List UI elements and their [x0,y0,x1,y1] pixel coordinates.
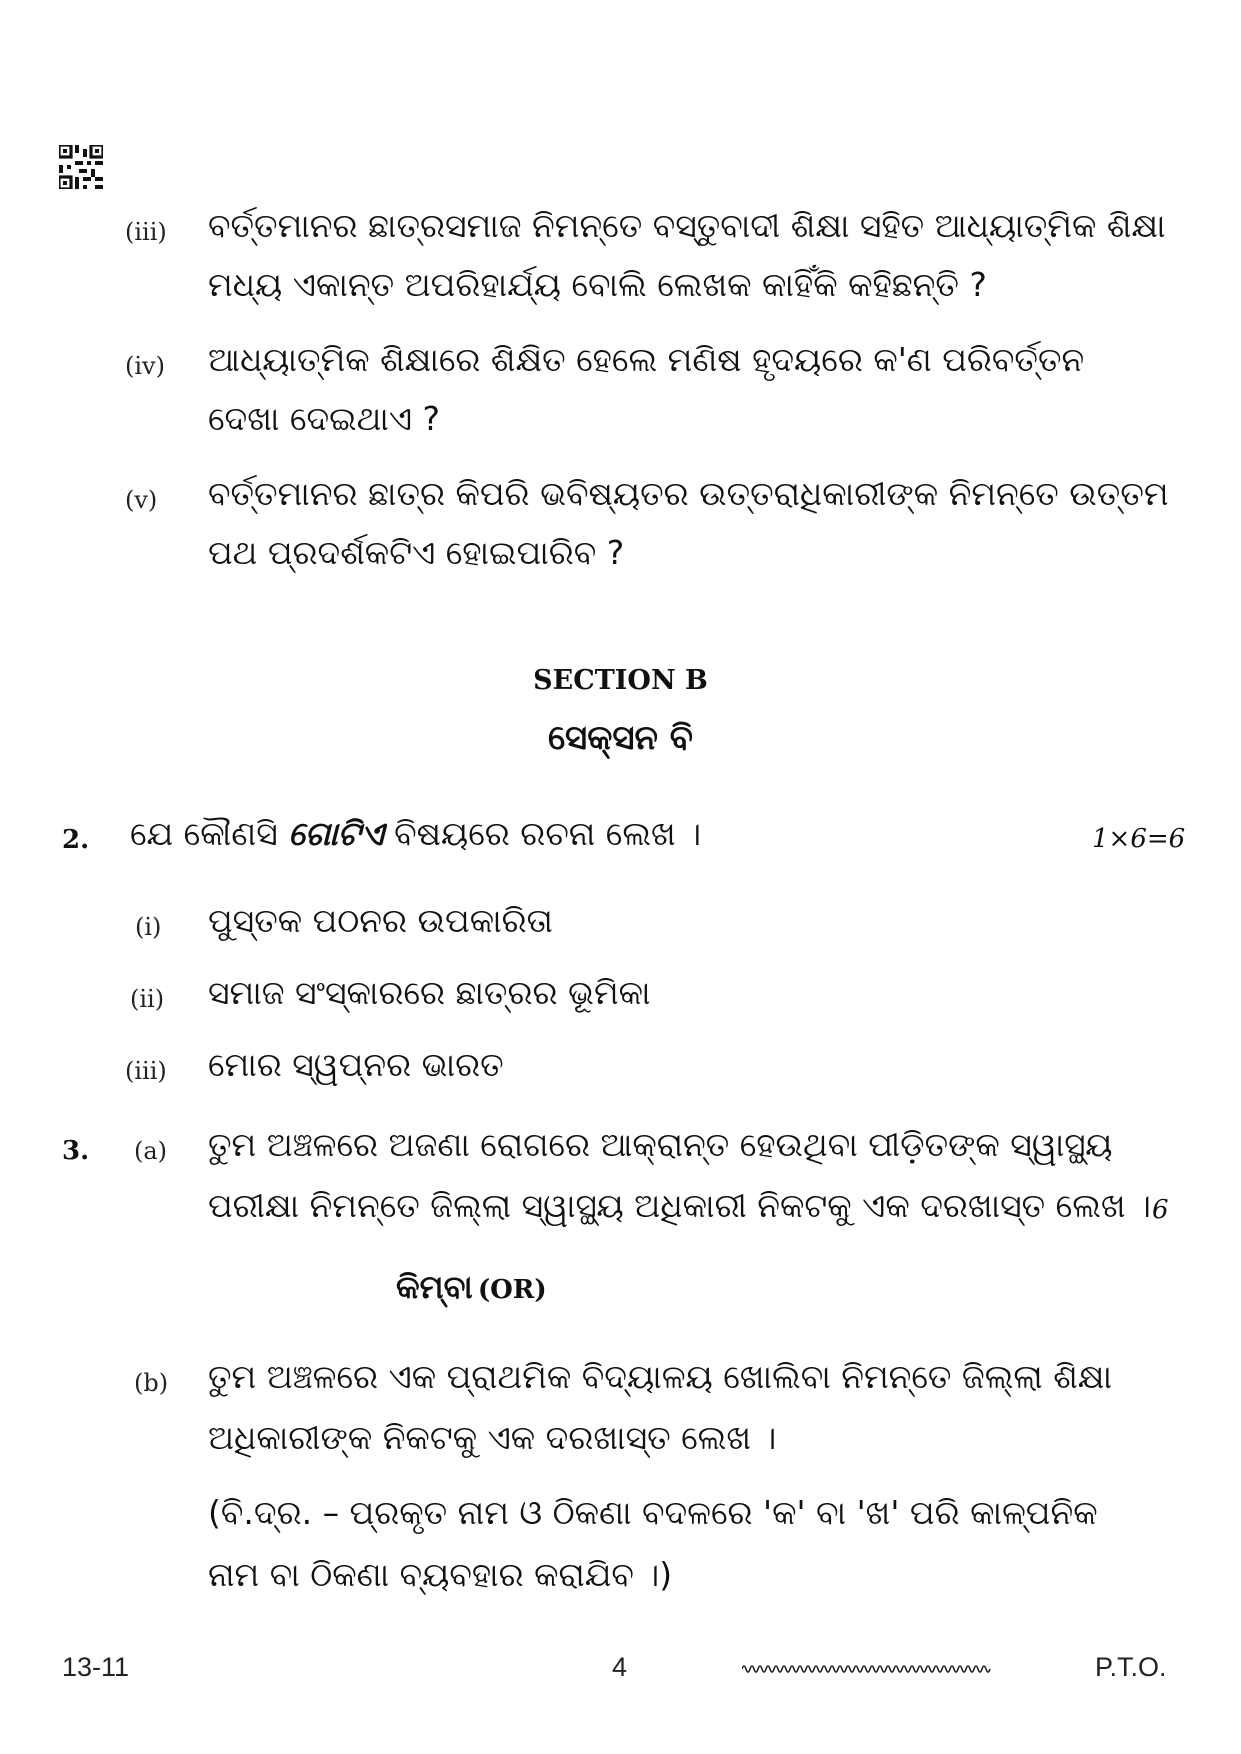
question-line: ଅଧିକାରୀଙ୍କ ନିକଟକୁ ଏକ ଦରଖାସ୍ତ ଲେଖ । [208,1418,777,1457]
question-line: ଦେଖା ଦେଇଥାଏ ? [208,399,441,438]
please-turn-over: P.T.O. [1095,1652,1167,1682]
sub-question-number: (b) [134,1369,169,1397]
option-number: (i) [135,913,162,941]
or-english: (OR) [477,1275,547,1305]
paper-code: 13-11 [62,1652,130,1682]
qr-code-icon [59,145,103,189]
item-number: (iii) [125,218,167,246]
item-number: (iv) [125,352,165,380]
note-line: ନାମ ବା ଠିକଣା ବ୍ୟବହାର କରାଯିବ ।) [208,1555,673,1594]
section-title-odia: ସେକ୍ସନ ବି [548,718,693,758]
question-line: ଆଧ୍ୟାତ୍ମିକ ଶିକ୍ଷାରେ ଶିକ୍ଷିତ ହେଲେ ମଣିଷ ହୃଦୟରେ କ'ଣ ପରିବର୍ତ୍ତନ [208,340,1085,379]
question-line: ପଥ ପ୍ରଦର୍ଶକଟିଏ ହୋଇପାରିବ ? [208,533,625,572]
option-number: (iii) [125,1057,167,1085]
question-number: 2. [62,825,90,855]
question-text [130,806,701,862]
option-text: ସମାଜ ସଂସ୍କାରରେ ଛାତ୍ରର ଭୂମିକା [208,973,651,1012]
marks: 6 [1152,1195,1169,1225]
question-text-emphasis: ଗୋଟିଏ [288,814,384,853]
note-line: (ବି.ଦ୍ର. – ପ୍ରକୃତ ନାମ ଓ ଠିକଣା ବଦଳରେ 'କ' ବା 'ଖ' ପରି କାଳ୍ପନିକ [208,1493,1098,1532]
question-line: ମଧ୍ୟ ଏକାନ୍ତ ଅପରିହାର୍ଯ୍ୟ ବୋଲି ଲେଖକ କାହିଁକି କହିଛନ୍ତି ? [208,265,987,304]
question-line: ବର୍ତ୍ତମାନର ଛାତ୍ର କିପରି ଭବିଷ୍ୟତର ଉତ୍ତରାଧିକାରୀଙ୍କ ନିମନ୍ତେ ଉତ୍ତମ [208,474,1169,513]
sub-question-number: (a) [134,1137,168,1165]
question-line: ତୁମ ଅଞ୍ଚଳରେ ଏକ ପ୍ରାଥମିକ ବିଦ୍ୟାଳୟ ଖୋଲିବା ନିମନ୍ତେ ଜିଲ୍ଲା ଶିକ୍ଷା [208,1357,1112,1396]
marks: 1×6=6 [1092,824,1186,854]
page-number: 4 [612,1652,628,1682]
question-line: ତୁମ ଅଞ୍ଚଳରେ ଅଜଣା ରୋଗରେ ଆକ୍ରାନ୍ତ ହେଉଥିବା ପୀଡ଼ିତଙ୍କ ସ୍ୱାସ୍ଥ୍ୟ [208,1125,1113,1164]
item-number: (v) [125,486,158,514]
or-odia: କିମ୍ବା [396,1268,473,1306]
question-text-pre: ଯେ କୌଣସି [130,814,289,853]
question-line: ବର୍ତ୍ତମାନର ଛାତ୍ରସମାଜ ନିମନ୍ତେ ବସ୍ତୁବାଦୀ ଶିକ୍ଷା ସହିତ ଆଧ୍ୟାତ୍ମିକ ଶିକ୍ଷା [208,206,1166,245]
option-number: (ii) [130,985,165,1013]
option-text: ମୋର ସ୍ୱପ୍ନର ଭାରତ [208,1045,504,1084]
option-text: ପୁସ୍ତକ ପଠନର ଉପକାରିତା [208,901,553,940]
wavy-line-icon [742,1662,992,1676]
or-separator [396,1268,547,1307]
question-text-post: ବିଷୟରେ ରଚନା ଲେଖ । [383,814,702,853]
section-title-english: SECTION B [533,665,708,696]
question-number: 3. [62,1136,90,1166]
question-line: ପରୀକ୍ଷା ନିମନ୍ତେ ଜିଲ୍ଲା ସ୍ୱାସ୍ଥ୍ୟ ଅଧିକାରୀ ନିକଟକୁ ଏକ ଦରଖାସ୍ତ ଲେଖ । [208,1186,1151,1225]
